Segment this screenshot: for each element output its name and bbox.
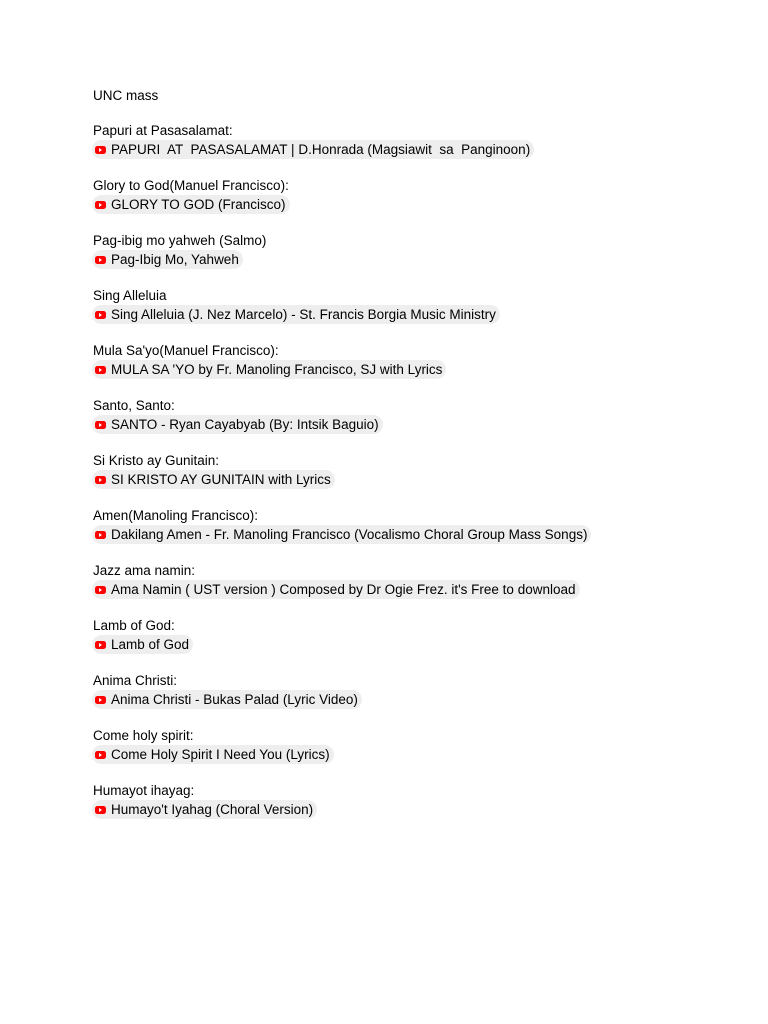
- youtube-link-title: MULA SA 'YO by Fr. Manoling Francisco, SJ with Lyrics: [111, 362, 443, 377]
- youtube-icon: [95, 256, 106, 264]
- youtube-link-title: Sing Alleluia (J. Nez Marcelo) - St. Francis Borgia Music Ministry: [111, 307, 496, 322]
- song-entry: [93, 397, 753, 434]
- song-label: Lamb of God:: [93, 618, 175, 633]
- song-entry: [93, 672, 753, 709]
- song-entry: [93, 177, 753, 214]
- song-label: Papuri at Pasasalamat:: [93, 123, 233, 138]
- song-entry: [93, 232, 753, 269]
- song-label: Come holy spirit:: [93, 728, 194, 743]
- youtube-link-chip[interactable]: [92, 635, 193, 654]
- song-entry: [93, 782, 753, 819]
- youtube-icon: [95, 421, 106, 429]
- youtube-link-chip[interactable]: [92, 525, 591, 544]
- youtube-icon: [95, 586, 106, 594]
- song-label: Jazz ama namin:: [93, 563, 196, 578]
- song-entry: [93, 727, 753, 764]
- youtube-link-chip[interactable]: [92, 800, 317, 819]
- youtube-icon: [95, 751, 106, 759]
- song-entry: [93, 562, 753, 599]
- youtube-link-title: PAPURI AT PASASALAMAT | D.Honrada (Magsiawit sa Panginoon): [111, 142, 531, 157]
- youtube-icon: [95, 531, 106, 539]
- song-entry: [93, 122, 753, 159]
- youtube-icon: [95, 366, 106, 374]
- song-entry: [93, 452, 753, 489]
- youtube-link-title: Anima Christi - Bukas Palad (Lyric Video): [111, 692, 358, 707]
- song-entry: [93, 617, 753, 654]
- song-entry: [93, 287, 753, 324]
- youtube-icon: [95, 806, 106, 814]
- youtube-link-chip[interactable]: [92, 360, 446, 379]
- youtube-link-chip[interactable]: [92, 745, 334, 764]
- song-label: Santo, Santo:: [93, 398, 175, 413]
- youtube-link-chip[interactable]: [92, 470, 335, 489]
- document-page: [93, 87, 753, 819]
- song-label: Amen(Manoling Francisco):: [93, 508, 259, 523]
- youtube-link-title: Pag-Ibig Mo, Yahweh: [111, 252, 239, 267]
- youtube-link-title: Come Holy Spirit I Need You (Lyrics): [111, 747, 330, 762]
- youtube-icon: [95, 311, 106, 319]
- song-label: Anima Christi:: [93, 673, 178, 688]
- youtube-link-chip[interactable]: [92, 415, 383, 434]
- youtube-icon: [95, 146, 106, 154]
- youtube-icon: [95, 201, 106, 209]
- youtube-link-chip[interactable]: [92, 690, 362, 709]
- youtube-icon: [95, 476, 106, 484]
- youtube-link-chip[interactable]: [92, 195, 290, 214]
- document-title: UNC mass: [93, 88, 159, 103]
- youtube-link-title: SI KRISTO AY GUNITAIN with Lyrics: [111, 472, 331, 487]
- youtube-link-chip[interactable]: [92, 580, 580, 599]
- youtube-icon: [95, 641, 106, 649]
- song-label: Mula Sa'yo(Manuel Francisco):: [93, 343, 279, 358]
- song-label: Glory to God(Manuel Francisco):: [93, 178, 289, 193]
- youtube-link-title: SANTO - Ryan Cayabyab (By: Intsik Baguio): [111, 417, 379, 432]
- song-entry: [93, 342, 753, 379]
- song-label: Humayot ihayag:: [93, 783, 195, 798]
- youtube-link-title: Lamb of God: [111, 637, 190, 652]
- youtube-link-chip[interactable]: [92, 250, 243, 269]
- song-label: Sing Alleluia: [93, 288, 167, 303]
- youtube-link-chip[interactable]: [92, 305, 500, 324]
- youtube-icon: [95, 696, 106, 704]
- youtube-link-chip[interactable]: [92, 140, 534, 159]
- song-label: Si Kristo ay Gunitain:: [93, 453, 220, 468]
- song-entry: [93, 507, 753, 544]
- youtube-link-title: GLORY TO GOD (Francisco): [111, 197, 286, 212]
- youtube-link-title: Humayo't Iyahag (Choral Version): [111, 802, 314, 817]
- song-label: Pag-ibig mo yahweh (Salmo): [93, 233, 267, 248]
- youtube-link-title: Dakilang Amen - Fr. Manoling Francisco (Vocalismo Choral Group Mass Songs): [111, 527, 588, 542]
- youtube-link-title: Ama Namin ( UST version ) Composed by Dr Ogie Frez. it's Free to download: [111, 582, 576, 597]
